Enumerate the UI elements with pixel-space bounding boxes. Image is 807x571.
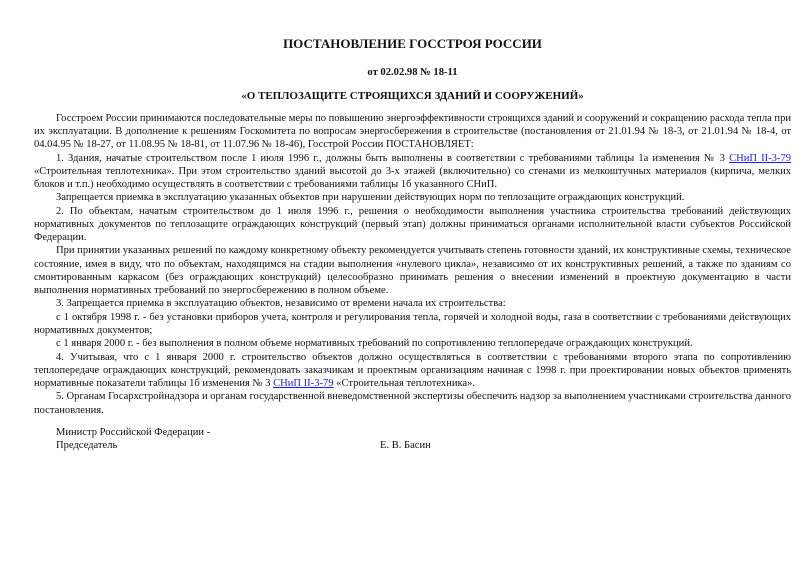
document-page	[34, 36, 791, 452]
paragraph-date-2000: с 1 января 2000 г. - без выполнения в полном объеме нормативных требований по сопротивлению теплопередаче ограждающих конструкций.	[56, 338, 693, 350]
paragraph-prohibition: Запрещается приемка в эксплуатацию указанных объектов при нарушении действующих норм по теплозащите ограждающих конструкций.	[56, 192, 685, 204]
signature-block	[34, 426, 791, 452]
paragraph-item-5: 5. Органам Госархстройнадзора и органам государственной вневедомственной экспертизы обеспечить надзор за выполнением участниками строительства данного постановления.	[34, 391, 791, 416]
document-title: ПОСТАНОВЛЕНИЕ ГОССТРОЯ РОССИИ	[283, 36, 542, 51]
signature-position-line-2: Председатель	[56, 439, 118, 451]
paragraph-recommendation: При принятии указанных решений по каждому конкретному объекту рекомендуется учитывать степень готовности зданий, их конструктивные схемы, техническое состояние, имея в виду, что по объектам, находящимся на стадии выполнения «нулевого цикла», независимо от их конструктивных решений, а также по зданиям со смонтированным каркасом (без ограждающих конструкций) целесообразно принимать решения о внесении изменений в проектную документацию в части выполнения нормативных требований по энергосбережению в полном объеме.	[34, 245, 791, 296]
paragraph-text: 1. Здания, начатые строительством после 1 июля 1996 г., должны быть выполнены в соответствии с требованиями таблицы 1а изменения № 3	[56, 152, 730, 164]
snip-link[interactable]: СНиП II-3-79	[273, 377, 334, 389]
paragraph-item-2: 2. По объектам, начатым строительством до 1 июля 1996 г., решения о необходимости выполнения участника строительства требований действующих нормативных документов по теплозащите ограждающих конструкций (первый этап) должны приниматься органами исполнительной власти субъектов Российской Федерации.	[34, 205, 791, 243]
signature-position-line-1: Министр Российской Федерации -	[56, 426, 211, 438]
paragraph-item-4	[34, 351, 791, 390]
paragraph-item-3: 3. Запрещается приемка в эксплуатацию объектов, независимо от времени начала их строительства:	[56, 298, 506, 310]
document-body	[34, 112, 791, 417]
paragraph-date-1998: с 1 октября 1998 г. - без установки приборов учета, контроля и регулирования тепла, горячей и холодной воды, газа в соответствии с требованиями действующих нормативных документов;	[34, 311, 791, 336]
snip-link[interactable]: СНиП II-3-79	[729, 152, 792, 164]
paragraph-text: «Строительная теплотехника».	[333, 377, 476, 389]
document-number: от 02.02.98 № 18-11	[367, 67, 458, 78]
paragraph-preamble: Госстроем России принимаются последовательные меры по повышению энергоэффективности строящихся зданий и сооружений и сокращению расхода тепла при их эксплуатации. В дополнение к решениям Госкомитета по вопросам энергосбережения в строительстве (постановления от 21.01.94 № 18-3, от 21.01.94 № 18-4, от 04.04.95 № 18-27, от 11.08.95 № 18-81, от 11.07.96 № 18-46), Госстрой России ПОСТАНОВЛЯЕТ:	[34, 113, 791, 151]
paragraph-text: «Строительная теплотехника». При этом строительство зданий высотой до 3-х этажей (включительно) со стенами из мелкоштучных материалов (кирпича, мелких блоков и т.п.) необходимо осуществлять в соответствии с требованиями таблицы 1б указанного СНиП.	[34, 165, 791, 190]
paragraph-item-1	[34, 152, 791, 191]
paragraph-text: 4. Учитывая, что с 1 января 2000 г. строительство объектов должно осуществляться в соответствии с требованиями второго этапа по сопротивлению теплопередаче ограждающих конструкций, рекомендовать заказчикам и проектным организациям начиная с 1998 г. при проектировании новых объектов применять нормативные показатели таблицы 1б изменения № 3	[34, 351, 791, 389]
signatory-name: Е. В. Басин	[380, 439, 431, 451]
document-subtitle: «О ТЕПЛОЗАЩИТЕ СТРОЯЩИХСЯ ЗДАНИЙ И СООРУЖЕНИЙ»	[241, 90, 584, 102]
